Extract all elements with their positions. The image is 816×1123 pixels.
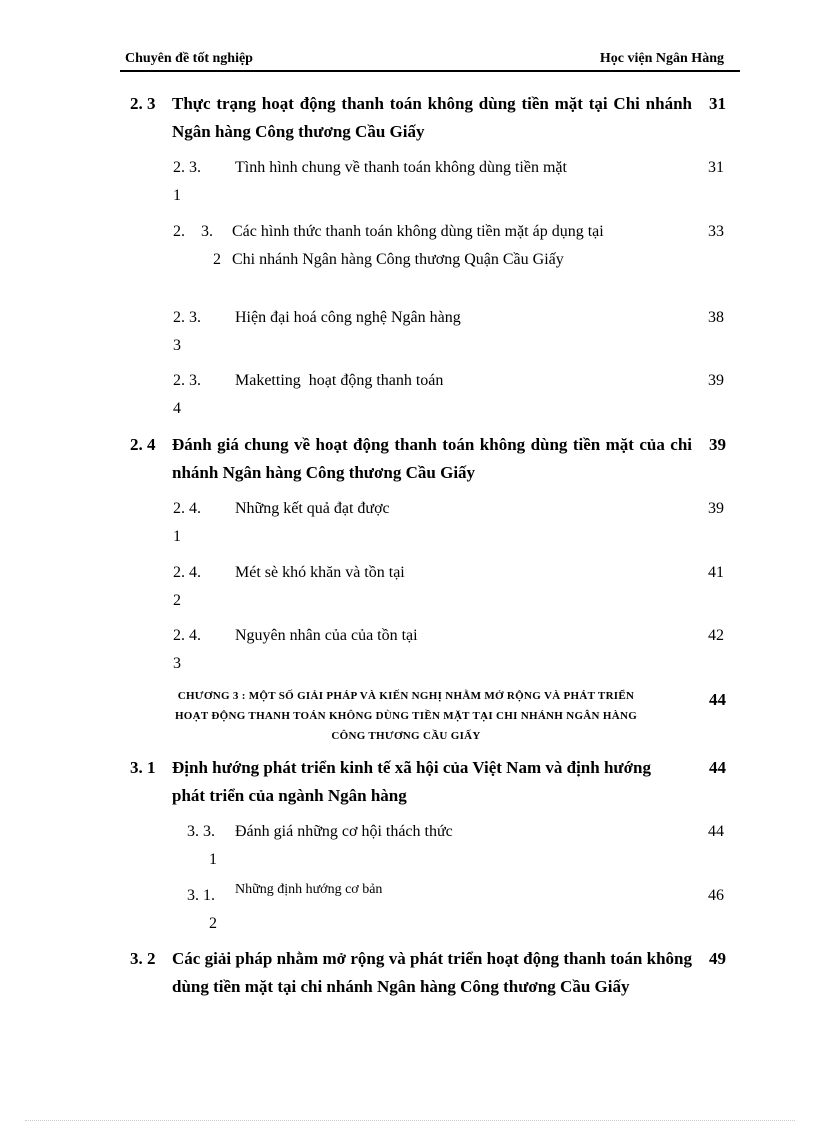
toc-subtitle: Những định hướng cơ bản — [235, 882, 383, 897]
toc-title: Thực trạng hoạt động thanh toán không dùng tiền mặt tại Chi nhánh Ngân hàng Công thương Cầu Giấy — [172, 94, 692, 141]
chapter-heading-line: CHƯƠNG 3 : MỘT SỐ GIẢI PHÁP VÀ KIẾN NGHỊ NHẰM MỞ RỘNG VÀ PHÁT TRIỂN — [177, 690, 635, 702]
toc-page: 39 — [708, 500, 724, 517]
toc-subnumber: 2. 3. — [173, 309, 201, 326]
toc-page: 44 — [708, 823, 724, 840]
toc-subtitle: Những kết quả đạt được — [235, 500, 390, 517]
toc-page: 42 — [708, 627, 724, 644]
toc-subtitle-continued: Chi nhánh Ngân hàng Công thương Quận Cầu Giấy — [232, 251, 564, 268]
toc-page: 38 — [708, 309, 724, 326]
page-header — [120, 50, 740, 72]
toc-title: Các giải pháp nhằm mở rộng và phát triển hoạt động thanh toán không dùng tiền mặt tại chi nhánh Ngân hàng Công thương Cầu Giấy — [172, 949, 692, 996]
toc-page: 44 — [709, 690, 726, 709]
page-bottom-border — [25, 1120, 795, 1121]
toc-subnumber: 2. 4. — [173, 564, 201, 581]
toc-page: 33 — [708, 223, 724, 240]
toc-title: Đánh giá chung về hoạt động thanh toán không dùng tiền mặt của chi nhánh Ngân hàng Công thương Cầu Giấy — [172, 435, 692, 482]
toc-page: 49 — [709, 949, 726, 968]
toc-subnumber-suffix: 4 — [173, 400, 181, 417]
toc-number: 3. 1 — [130, 758, 156, 777]
chapter-heading-line: HOẠT ĐỘNG THANH TOÁN KHÔNG DÙNG TIỀN MẶT TẠI CHI NHÁNH NGÂN HÀNG — [174, 710, 638, 722]
toc-subtitle: Nguyên nhân của của tồn tại — [235, 627, 418, 644]
toc-page: 41 — [708, 564, 724, 581]
toc-subtitle: Mét sè khó khăn và tồn tại — [235, 564, 405, 581]
header-left-text: Chuyên đề tốt nghiệp — [125, 51, 253, 66]
toc-number: 2. 4 — [130, 435, 156, 454]
toc-title: Định hướng phát triển kinh tế xã hội của Việt Nam và định hướng phát triển của ngành Ngân hàng — [172, 758, 651, 805]
toc-subnumber-suffix: 1 — [173, 528, 181, 545]
toc-subnumber-suffix: 2 — [173, 592, 181, 609]
toc-page: 31 — [708, 159, 724, 176]
toc-subnumber: 2. 4. — [173, 627, 201, 644]
toc-subtitle: Các hình thức thanh toán không dùng tiền mặt áp dụng tại — [232, 223, 604, 240]
toc-subnumber-suffix: 3 — [173, 337, 181, 354]
toc-subnumber-suffix: 3 — [173, 655, 181, 672]
toc-page: 46 — [708, 887, 724, 904]
toc-number: 2. 3 — [130, 94, 156, 113]
toc-page: 39 — [708, 372, 724, 389]
toc-subnumber-suffix: 2 — [209, 915, 217, 932]
toc-subnumber: 2. 4. — [173, 500, 201, 517]
toc-subtitle: Đánh giá những cơ hội thách thức — [235, 823, 453, 840]
toc-subtitle: Maketting hoạt động thanh toán — [235, 372, 444, 389]
toc-page: 31 — [709, 94, 726, 113]
toc-subtitle: Tình hình chung về thanh toán không dùng tiền mặt — [235, 159, 567, 176]
toc-subnumber-suffix: 1 — [209, 851, 217, 868]
toc-page: 44 — [709, 758, 726, 777]
chapter-heading-line: CÔNG THƯƠNG CẦU GIẤY — [331, 730, 481, 742]
toc-subnumber: 2. 3. — [173, 223, 213, 240]
toc-subnumber: 3. 1. — [187, 887, 215, 904]
toc-page: 39 — [709, 435, 726, 454]
toc-subnumber-suffix: 1 — [173, 187, 181, 204]
toc-subnumber: 3. 3. — [187, 823, 215, 840]
toc-subtitle: Hiện đại hoá công nghệ Ngân hàng — [235, 309, 461, 326]
toc-number: 3. 2 — [130, 949, 156, 968]
toc-subnumber: 2. 3. — [173, 372, 201, 389]
header-right-text: Học viện Ngân Hàng — [599, 51, 724, 66]
toc-subnumber: 2. 3. — [173, 159, 201, 176]
toc-subnumber-suffix: 2 — [213, 251, 221, 268]
